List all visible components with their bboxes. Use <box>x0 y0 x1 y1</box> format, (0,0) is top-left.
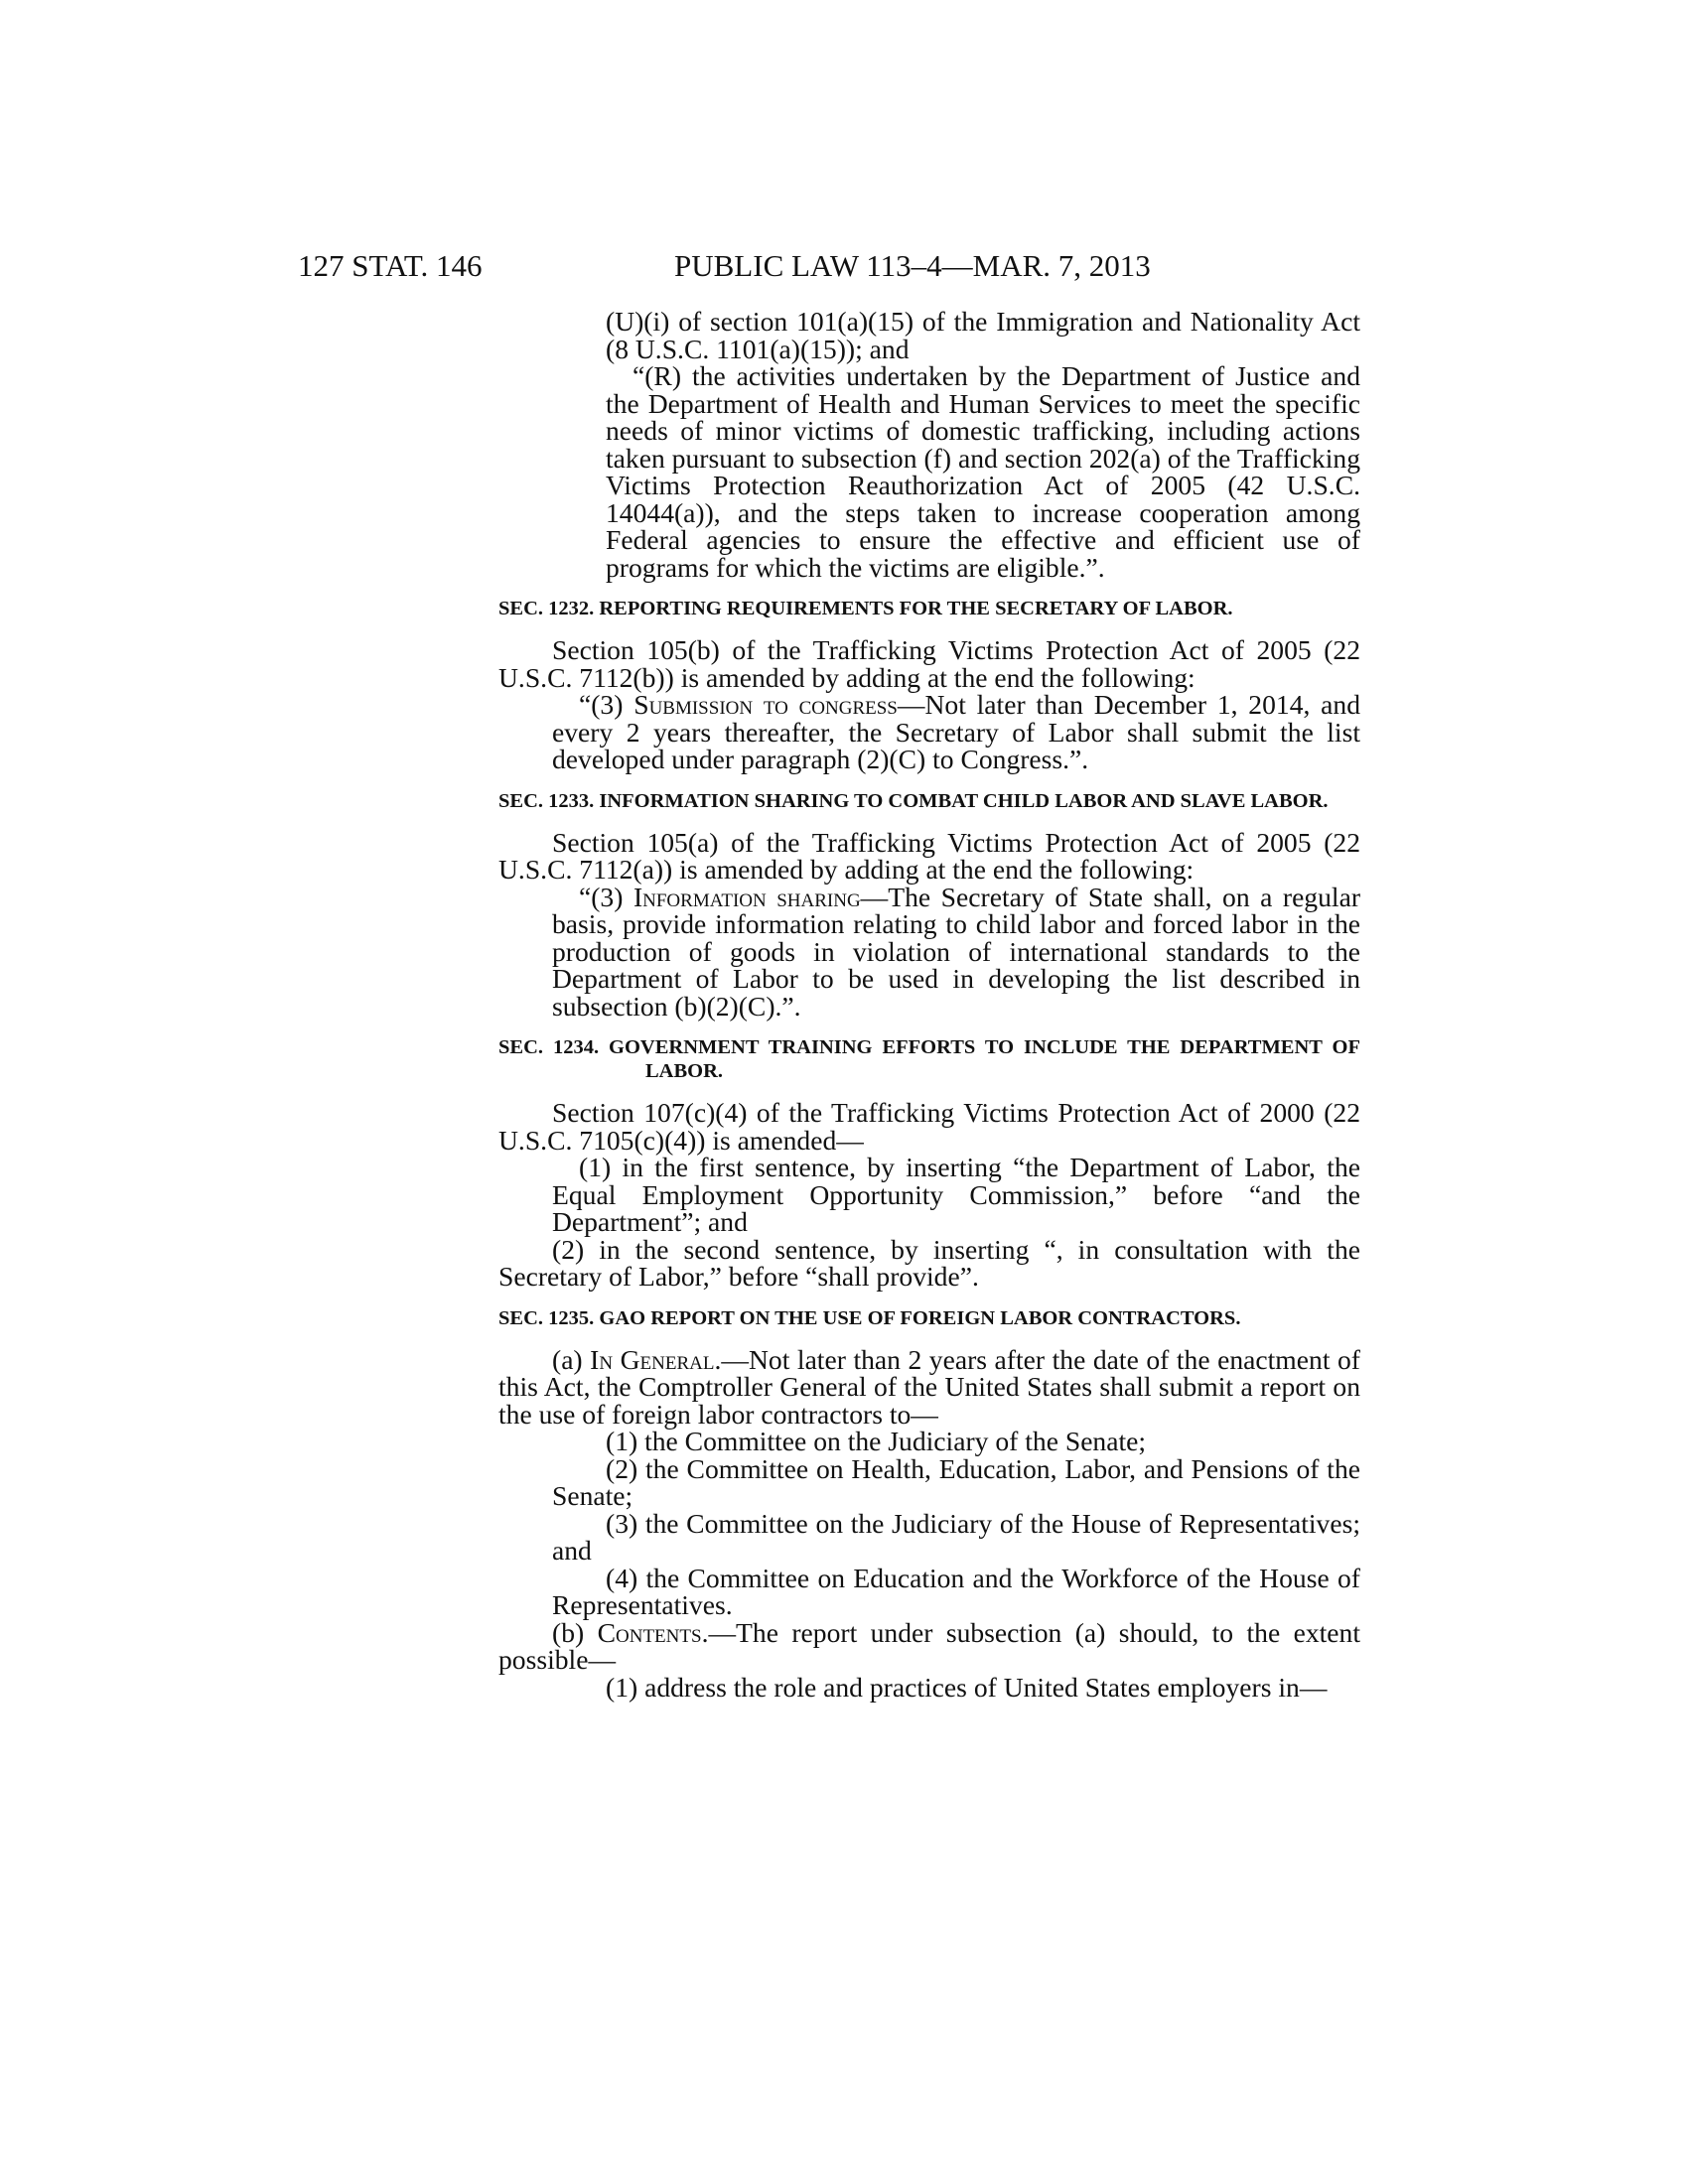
continuation-text-u: (U)(i) of section 101(a)(15) of the Immigration and Nationality Act (8 U.S.C. 1101(a)(15)); and <box>606 306 1360 364</box>
body-column <box>498 308 1360 1701</box>
page-stat-reference: 127 STAT. 146 <box>298 248 483 283</box>
section-1235-a-item-2: (2) the Committee on Health, Education, Labor, and Pensions of the Senate; <box>552 1452 1360 1511</box>
section-1232-heading: SEC. 1232. REPORTING REQUIREMENTS FOR THE SECRETARY OF LABOR. <box>498 598 1233 619</box>
subsection-text: .—Not later than 2 years after the date of the enactment of this Act, the Comptroller General of the United States shall submit a report on the use of foreign labor contractors to— <box>498 1343 1361 1430</box>
paragraph-number: “(3) <box>579 881 624 912</box>
section-1234-heading: SEC. 1234. GOVERNMENT TRAINING EFFORTS TO INCLUDE THE DEPARTMENT OF LABOR. <box>498 1036 1360 1082</box>
section-1234-item-1: (1) in the first sentence, by inserting “the Department of Labor, the Equal Employment Opportunity Commission,” before “and the Department”; and <box>552 1152 1360 1237</box>
subsection-number: (b) <box>552 1616 585 1648</box>
section-1235-subsection-b <box>498 1616 1361 1675</box>
subsection-caption: Contents <box>597 1616 702 1648</box>
section-1232-paragraph-3 <box>498 691 1360 773</box>
section-1232-intro: Section 105(b) of the Trafficking Victims Protection Act of 2005 (22 U.S.C. 7112(b)) is amended by adding at the end the following: <box>498 634 1360 693</box>
continuation-text-r: “(R) the activities undertaken by the Department of Justice and the Department of Health and Human Services to meet the specific needs of minor victims of domestic trafficking, including actions taken pursuant to subsection (f) and section 202(a) of the Trafficking Victims Protection Reauthorization Act of 2005 (42 U.S.C. 14044(a)), and the steps taken to increase cooperation among Federal agencies to ensure the effective and efficient use of programs for which the victims are eligible.”. <box>606 360 1360 583</box>
paragraph-text: —The Secretary of State shall, on a regular basis, provide information relating to child labor and forced labor in the production of goods in violation of international standards to the Department of Labor to be used in developing the list described in subsection (b)(2)(C).”. <box>552 881 1361 1022</box>
section-1233-paragraph-3 <box>498 881 1361 1022</box>
paragraph-caption: Submission to congress <box>633 689 898 720</box>
running-header-title: PUBLIC LAW 113–4—MAR. 7, 2013 <box>674 248 1151 283</box>
subsection-caption: In General <box>590 1343 715 1375</box>
paragraph-text: —Not later than December 1, 2014, and every 2 years thereafter, the Secretary of Labor shall submit the list developed under paragraph (2)(C) to Congress.”. <box>552 689 1361 774</box>
section-1235-subsection-a <box>498 1343 1361 1430</box>
paragraph-caption: Information sharing <box>633 881 861 912</box>
section-1235-a-item-3: (3) the Committee on the Judiciary of the House of Representatives; and <box>552 1507 1360 1566</box>
section-1233-heading: SEC. 1233. INFORMATION SHARING TO COMBAT CHILD LABOR AND SLAVE LABOR. <box>498 789 1329 812</box>
section-1234-intro: Section 107(c)(4) of the Trafficking Victims Protection Act of 2000 (22 U.S.C. 7105(c)(4)) is amended— <box>498 1097 1360 1156</box>
section-1235-a-item-4: (4) the Committee on Education and the Workforce of the House of Representatives. <box>552 1562 1360 1620</box>
subsection-text: .—The report under subsection (a) should, to the extent possible— <box>498 1616 1361 1675</box>
section-1233-intro: Section 105(a) of the Trafficking Victims Protection Act of 2005 (22 U.S.C. 7112(a)) is amended by adding at the end the following: <box>498 826 1360 885</box>
subsection-number: (a) <box>552 1343 583 1375</box>
section-1235-b-item-1: (1) address the role and practices of United States employers in— <box>606 1671 1328 1703</box>
section-1234-item-2: (2) in the second sentence, by inserting “, in consultation with the Secretary of Labor,” before “shall provide”. <box>498 1233 1360 1292</box>
section-1235-heading: SEC. 1235. GAO REPORT ON THE USE OF FOREIGN LABOR CONTRACTORS. <box>498 1306 1241 1329</box>
section-1235-a-item-1: (1) the Committee on the Judiciary of the Senate; <box>606 1426 1147 1456</box>
paragraph-number: “(3) <box>579 689 624 720</box>
